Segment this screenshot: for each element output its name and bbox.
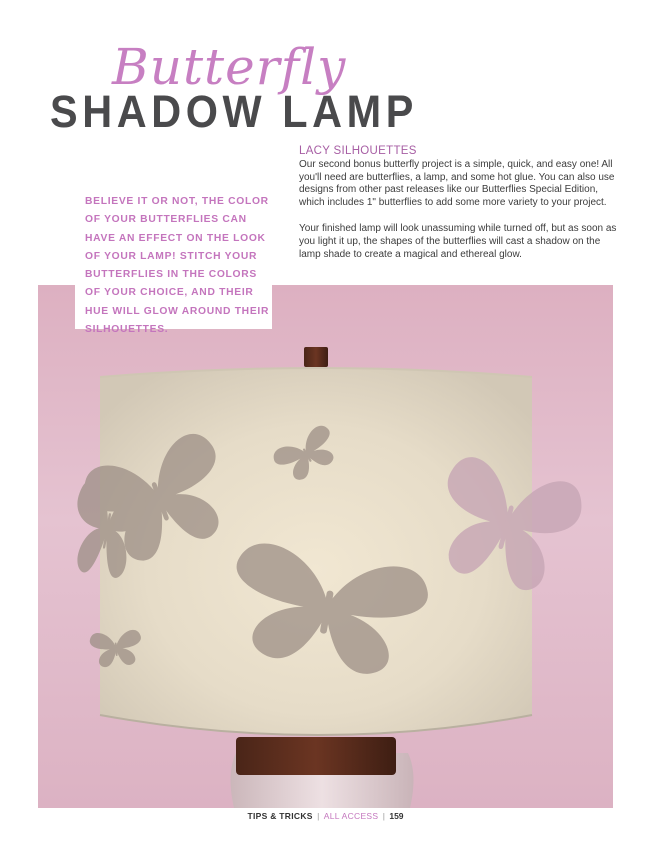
tip-callout [75,183,272,336]
section-heading: LACY SILHOUETTES [299,145,417,157]
footer-separator-2: | [382,811,385,821]
page-title: SHADOW LAMP [50,86,418,137]
footer-publication: ALL ACCESS [323,811,379,821]
title-script: Butterfly [112,38,347,96]
footer-section: TIPS & TRICKS [247,811,313,821]
page-footer [0,811,651,821]
intro-paragraph-2: Your finished lamp will look unassuming while turned off, but as soon as you light it up, the shapes of the butterflies will cast a shadow on the lamp shade to create a magical and ethereal glow. [299,222,617,260]
footer-separator: | [317,811,320,821]
callout-text: BELIEVE IT OR NOT, THE COLOR OF YOUR BUTTERFLIES CAN HAVE AN EFFECT ON THE LOOK OF YOUR LAMP! STITCH YOUR BUTTERFLIES IN THE COLORS OF YOUR CHOICE, AND THEIR HUE WILL GLOW AROUND THEIR SILHOUETTES. [85,196,270,336]
intro-section [299,145,617,274]
lamp-photo [38,285,613,808]
lamp-illustration [38,285,613,808]
intro-paragraph-1: Our second bonus butterfly project is a simple, quick, and easy one! All you'll need are butterflies, a lamp, and some hot glue. You can also use designs from other past releases like our Butterflies Special Edition, which includes 1" butterflies to add some more variety to your project. [299,158,615,209]
page-number: 159 [389,811,404,821]
